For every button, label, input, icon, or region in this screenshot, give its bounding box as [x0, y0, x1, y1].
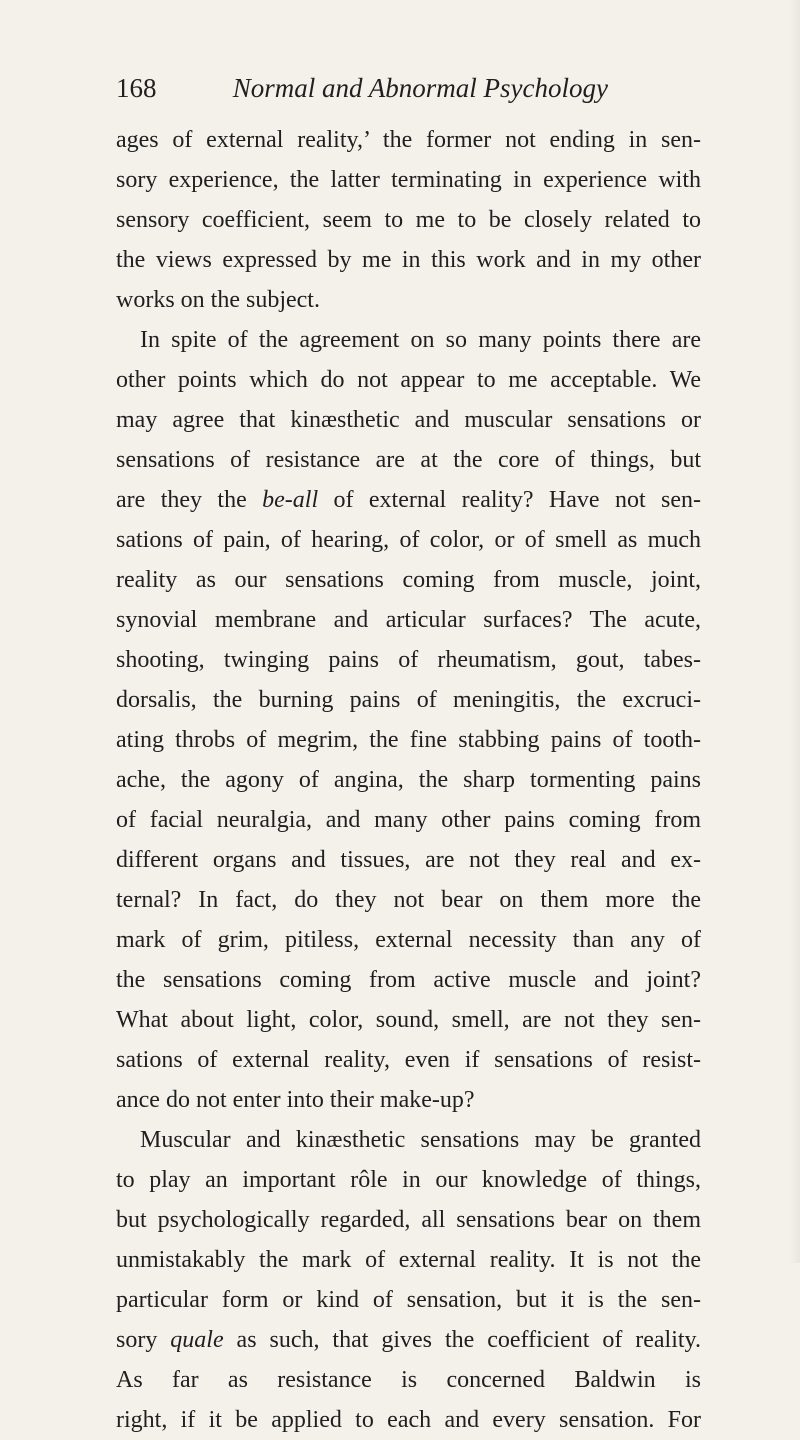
text-line	[116, 920, 701, 960]
text-segment: ance do not enter into their make-up?	[116, 1087, 475, 1113]
text-segment: sations of pain, of hearing, of color, or of smell as much	[116, 527, 701, 553]
text-line	[116, 600, 701, 640]
text-line	[116, 1320, 701, 1360]
text-segment: sory experience, the latter terminating in experience with	[116, 167, 701, 193]
text-segment: of facial neuralgia, and many other pains coming from	[116, 807, 701, 833]
text-segment: ternal? In fact, do they not bear on them more the	[116, 887, 701, 913]
text-line	[116, 800, 701, 840]
running-title: Normal and Abnormal Psychology	[232, 73, 608, 103]
text-line	[116, 720, 701, 760]
text-segment: particular form or kind of sensation, but it is the sen-	[116, 1287, 701, 1313]
text-segment: right, if it be applied to each and every sensation. For	[116, 1407, 701, 1433]
text-line	[116, 880, 701, 920]
text-line	[116, 1160, 701, 1200]
text-line	[116, 1040, 701, 1080]
text-segment: may agree that kinæsthetic and muscular sensations or	[116, 407, 701, 433]
italic-term: quale	[170, 1327, 224, 1353]
text-line	[116, 1280, 701, 1320]
text-segment: mark of grim, pitiless, external necessity than any of	[116, 927, 701, 953]
text-line	[116, 760, 701, 800]
text-segment: As far as resistance is concerned Baldwin is	[116, 1367, 701, 1393]
text-line	[116, 840, 701, 880]
text-line	[116, 680, 701, 720]
text-segment: ages of external reality,’ the former not ending in sen-	[116, 127, 701, 153]
text-segment: the sensations coming from active muscle and joint?	[116, 967, 701, 993]
text-segment: In spite of the agreement on so many points there are	[140, 327, 701, 353]
text-segment: other points which do not appear to me acceptable. We	[116, 367, 701, 393]
text-segment: reality as our sensations coming from muscle, joint,	[116, 567, 701, 593]
text-segment: are they the	[116, 487, 263, 513]
text-segment: Muscular and kinæsthetic sensations may be granted	[140, 1127, 701, 1153]
text-line	[116, 960, 701, 1000]
text-line	[116, 200, 701, 240]
text-line	[116, 160, 701, 200]
text-segment: sensory coefficient, seem to me to be closely related to	[116, 207, 701, 233]
text-line	[116, 640, 701, 680]
text-segment: of external reality? Have not sen-	[318, 487, 701, 513]
text-segment: as such, that gives the coefficient of reality.	[223, 1327, 701, 1353]
text-segment: to play an important rôle in our knowledge of things,	[116, 1167, 701, 1193]
page-number: 168	[116, 73, 157, 103]
text-line	[116, 1360, 701, 1400]
text-line	[116, 120, 701, 160]
text-segment: sations of external reality, even if sensations of resist-	[116, 1047, 701, 1073]
text-line	[116, 1400, 701, 1440]
text-line	[116, 320, 701, 360]
text-segment: ache, the agony of angina, the sharp tormenting pains	[116, 767, 701, 793]
text-line	[116, 1080, 701, 1120]
text-segment: but psychologically regarded, all sensations bear on them	[116, 1207, 701, 1233]
text-segment: sory	[116, 1327, 171, 1353]
text-line	[116, 360, 701, 400]
text-line	[116, 240, 701, 280]
running-head	[116, 68, 676, 108]
text-line	[116, 440, 701, 480]
text-line	[116, 560, 701, 600]
text-line	[116, 280, 701, 320]
text-segment: synovial membrane and articular surfaces? The acute,	[116, 607, 701, 633]
text-line	[116, 1120, 701, 1160]
text-segment: dorsalis, the burning pains of meningitis, the excruci-	[116, 687, 701, 713]
text-segment: sensations of resistance are at the core of things, but	[116, 447, 701, 473]
text-segment: works on the subject.	[116, 287, 320, 313]
page-edge-shadow	[790, 0, 800, 1263]
italic-term: be-all	[262, 487, 319, 513]
text-line	[116, 1200, 701, 1240]
text-line	[116, 520, 701, 560]
body-text	[116, 120, 701, 1440]
text-segment: shooting, twinging pains of rheumatism, gout, tabes-	[116, 647, 701, 673]
text-segment: different organs and tissues, are not they real and ex-	[116, 847, 701, 873]
text-segment: unmistakably the mark of external reality. It is not the	[116, 1247, 701, 1273]
text-segment: ating throbs of megrim, the fine stabbing pains of tooth-	[116, 727, 701, 753]
text-line	[116, 480, 701, 520]
text-segment: the views expressed by me in this work and in my other	[116, 247, 701, 273]
text-line	[116, 400, 701, 440]
text-line	[116, 1000, 701, 1040]
text-line	[116, 1240, 701, 1280]
text-segment: What about light, color, sound, smell, are not they sen-	[116, 1007, 701, 1033]
